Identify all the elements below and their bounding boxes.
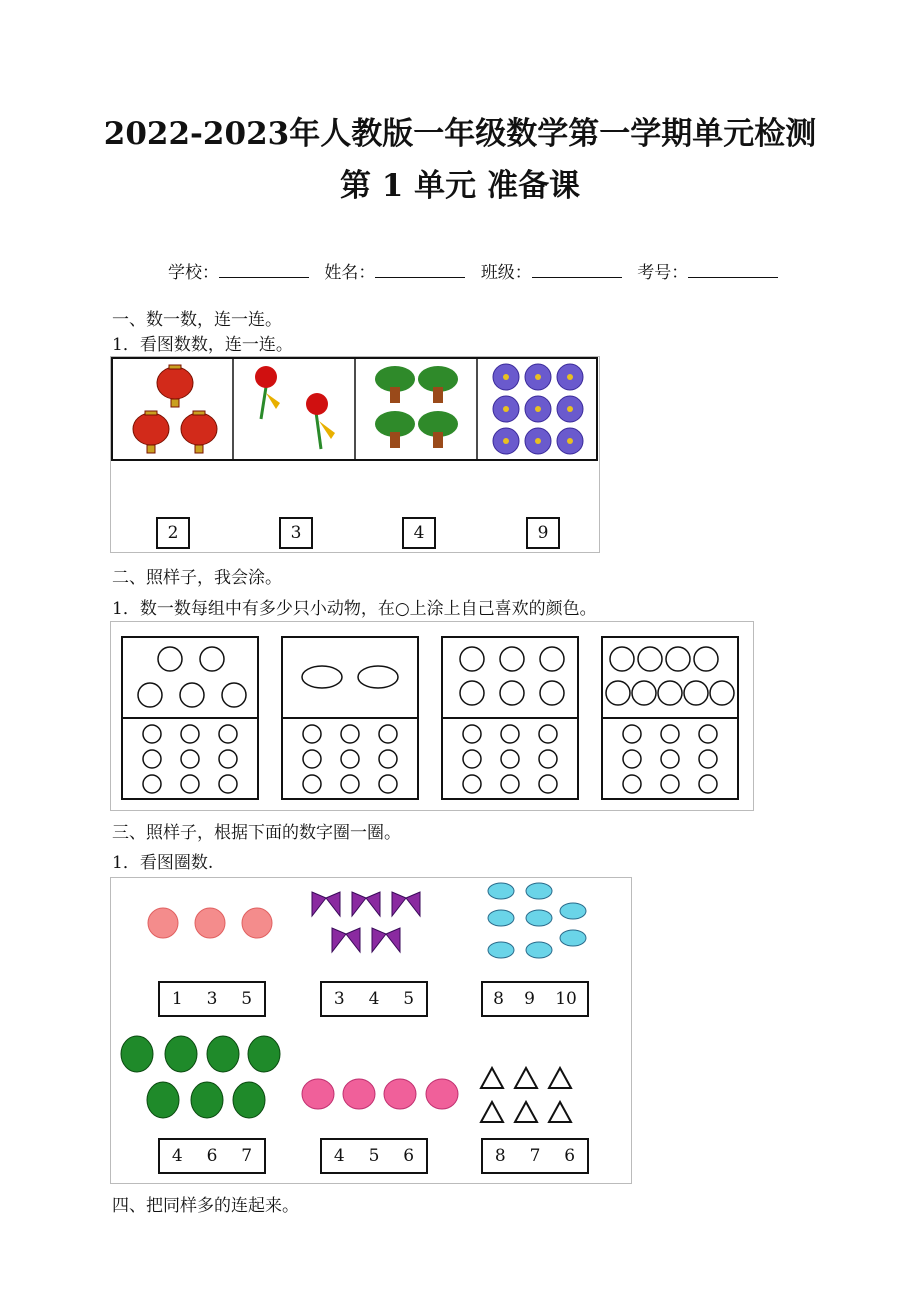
color-circle[interactable] <box>463 725 481 743</box>
rabbit-icon <box>606 681 630 705</box>
fish-icon <box>500 647 524 671</box>
color-circle[interactable] <box>379 775 397 793</box>
choice-box-leaves[interactable] <box>158 1138 266 1174</box>
color-circle[interactable] <box>341 775 359 793</box>
title-line-1: 2022-2023年人教版一年级数学第一学期单元检测 <box>103 116 817 152</box>
choice-number[interactable]: 1 <box>171 989 183 1009</box>
count-match-figure <box>110 356 600 553</box>
rabbit-icon <box>658 681 682 705</box>
section2-question: 1．数一数每组中有多少只小动物，在○上涂上自己喜欢的颜色。 <box>112 599 597 619</box>
chick-icon <box>200 647 224 671</box>
class-label: 班级： <box>480 263 532 283</box>
choice-number[interactable]: 8 <box>494 1146 506 1166</box>
color-circle[interactable] <box>181 775 199 793</box>
color-circle[interactable] <box>143 775 161 793</box>
color-circle[interactable] <box>623 750 641 768</box>
rabbit-icon <box>638 647 662 671</box>
color-circle[interactable] <box>501 750 519 768</box>
choice-number[interactable]: 4 <box>368 989 380 1009</box>
color-circle[interactable] <box>341 725 359 743</box>
choice-number[interactable]: 9 <box>524 989 535 1009</box>
color-circle[interactable] <box>181 750 199 768</box>
choice-number[interactable]: 6 <box>206 1146 218 1166</box>
number-box-9[interactable]: 9 <box>526 517 560 549</box>
section1-question: 1．看图数数，连一连。 <box>112 335 293 355</box>
section3-question: 1．看图圈数. <box>112 853 214 873</box>
color-circle[interactable] <box>463 775 481 793</box>
color-circle[interactable] <box>539 775 557 793</box>
color-circle[interactable] <box>623 775 641 793</box>
color-circle[interactable] <box>219 750 237 768</box>
choice-number[interactable]: 5 <box>368 1146 380 1166</box>
number-box-4[interactable]: 4 <box>402 517 436 549</box>
choice-number[interactable]: 4 <box>171 1146 183 1166</box>
school-label: 学校： <box>168 263 219 283</box>
circle-number-figure <box>110 877 632 1184</box>
color-circle[interactable] <box>143 725 161 743</box>
color-circle[interactable] <box>623 725 641 743</box>
choice-number[interactable]: 6 <box>564 1146 576 1166</box>
leaf-icon <box>121 1036 280 1118</box>
choice-box-blossoms[interactable] <box>158 981 266 1017</box>
choice-number[interactable]: 7 <box>241 1146 253 1166</box>
choice-number[interactable]: 3 <box>206 989 218 1009</box>
exam-no-blank[interactable] <box>688 261 778 278</box>
color-circle[interactable] <box>219 725 237 743</box>
rabbit-icon <box>666 647 690 671</box>
choice-box-butterflies[interactable] <box>320 981 428 1017</box>
rabbit-icon <box>710 681 734 705</box>
rose-icon <box>306 393 335 449</box>
tree-icon <box>418 366 458 403</box>
color-circle[interactable] <box>539 750 557 768</box>
peach-icon <box>302 1079 458 1109</box>
color-circle[interactable] <box>661 775 679 793</box>
coloring-panels <box>111 622 753 810</box>
tree-icon <box>418 411 458 448</box>
choice-box-triangles[interactable] <box>481 1138 589 1174</box>
choice-number[interactable]: 5 <box>241 989 253 1009</box>
exam-no-label: 考号： <box>637 263 689 283</box>
chick-icon <box>222 683 246 707</box>
coloring-figure <box>110 621 754 811</box>
color-circle[interactable] <box>181 725 199 743</box>
lantern-icon <box>157 365 193 407</box>
section1-heading: 一、数一数，连一连。 <box>112 310 282 330</box>
tree-icon <box>375 366 415 403</box>
choice-box-fish[interactable] <box>481 981 589 1017</box>
choice-number[interactable]: 4 <box>333 1146 345 1166</box>
fish-icon <box>500 681 524 705</box>
student-info-row <box>168 258 788 283</box>
number-box-2[interactable]: 2 <box>156 517 190 549</box>
choice-number[interactable]: 7 <box>529 1146 541 1166</box>
color-circle[interactable] <box>699 725 717 743</box>
choice-number[interactable]: 3 <box>333 989 345 1009</box>
bird-icon <box>302 666 342 688</box>
color-circle[interactable] <box>661 725 679 743</box>
bird-icon <box>358 666 398 688</box>
butterfly-icon <box>312 892 420 952</box>
title-line-2: 第 1 单元 准备课 <box>340 168 580 204</box>
rabbit-icon <box>610 647 634 671</box>
choice-box-peaches[interactable] <box>320 1138 428 1174</box>
class-blank[interactable] <box>532 261 622 278</box>
rose-icon <box>255 366 280 419</box>
choice-number[interactable]: 5 <box>403 989 415 1009</box>
color-circle[interactable] <box>219 775 237 793</box>
choice-number[interactable]: 6 <box>403 1146 415 1166</box>
number-box-3[interactable]: 3 <box>279 517 313 549</box>
rabbit-icon <box>632 681 656 705</box>
color-circle[interactable] <box>303 775 321 793</box>
color-circle[interactable] <box>379 750 397 768</box>
color-circle[interactable] <box>699 775 717 793</box>
blossom-icon <box>148 908 272 938</box>
lantern-icon <box>181 411 217 453</box>
choice-number[interactable]: 10 <box>555 989 577 1009</box>
chick-icon <box>180 683 204 707</box>
color-circle[interactable] <box>539 725 557 743</box>
color-circle[interactable] <box>379 725 397 743</box>
color-circle[interactable] <box>699 750 717 768</box>
name-blank[interactable] <box>375 261 465 278</box>
fish-icon <box>540 681 564 705</box>
tree-icon <box>375 411 415 448</box>
color-circle[interactable] <box>501 775 519 793</box>
section3-heading: 三、照样子，根据下面的数字圈一圈。 <box>112 823 401 843</box>
color-circle[interactable] <box>501 725 519 743</box>
color-circle[interactable] <box>143 750 161 768</box>
color-circle[interactable] <box>303 725 321 743</box>
choice-number[interactable]: 8 <box>493 989 504 1009</box>
name-label: 姓名： <box>324 263 376 283</box>
lantern-icon <box>133 411 169 453</box>
chick-icon <box>158 647 182 671</box>
color-circle[interactable] <box>661 750 679 768</box>
fish-icon <box>460 647 484 671</box>
fish-icon <box>488 883 586 958</box>
color-circle[interactable] <box>463 750 481 768</box>
rabbit-icon <box>684 681 708 705</box>
school-blank[interactable] <box>219 261 309 278</box>
fish-icon <box>540 647 564 671</box>
chick-icon <box>138 683 162 707</box>
section2-heading: 二、照样子，我会涂。 <box>112 568 282 588</box>
color-circle[interactable] <box>341 750 359 768</box>
section4-heading: 四、把同样多的连起来。 <box>112 1196 299 1216</box>
rabbit-icon <box>694 647 718 671</box>
color-circle[interactable] <box>303 750 321 768</box>
triangle-icon <box>481 1068 571 1122</box>
fish-icon <box>460 681 484 705</box>
